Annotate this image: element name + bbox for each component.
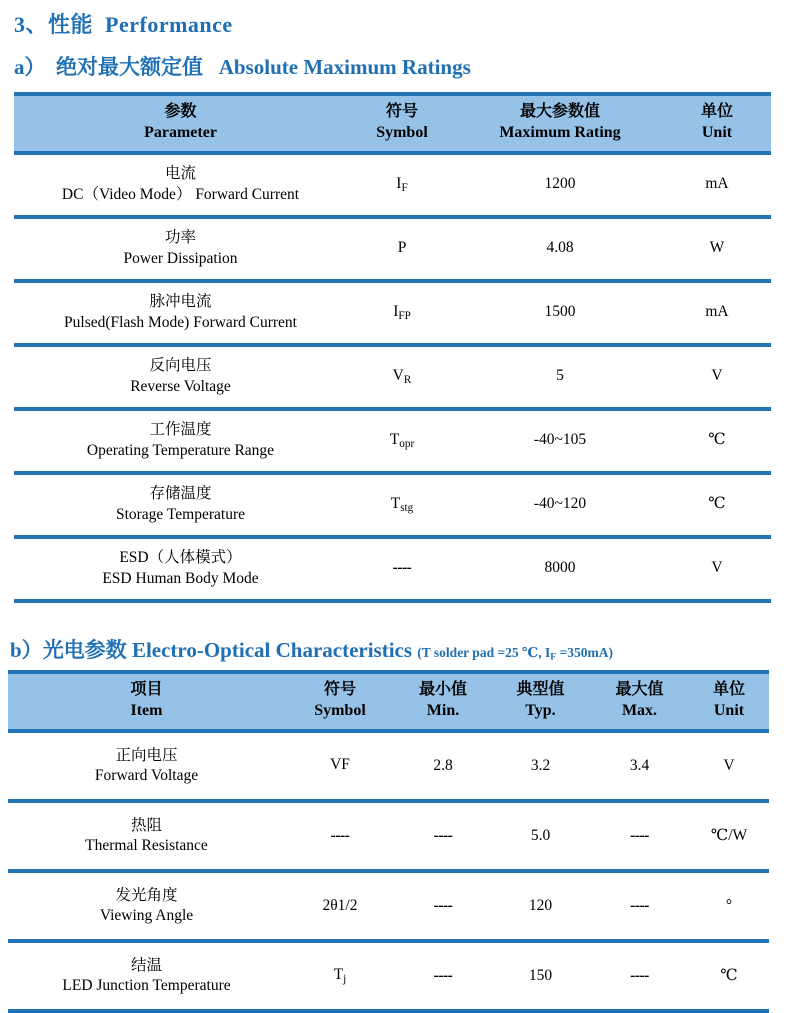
column-header-symbol-en: Symbol	[376, 123, 428, 141]
cell-item	[8, 941, 285, 1011]
subsection-a-heading	[0, 40, 803, 81]
cell-parameter-cn: 反向电压	[149, 357, 212, 375]
cell-parameter-cn: 电流	[164, 165, 196, 183]
cell-unit: V	[663, 537, 771, 601]
electro-optical-characteristics-table-wrapper	[0, 663, 803, 1013]
cell-parameter	[14, 345, 347, 409]
cell-parameter-cn: 工作温度	[149, 421, 212, 439]
cell-symbol	[285, 941, 395, 1011]
cell-max: 3.4	[590, 731, 689, 801]
symbol-subscript: j	[343, 973, 347, 986]
cell-typ: 5.0	[491, 801, 590, 871]
column-header-symbol-en: Symbol	[314, 702, 366, 720]
cell-parameter-en: DC（Video Mode） Forward Current	[61, 185, 300, 203]
cell-item-cn: 结温	[130, 956, 162, 974]
symbol-subscript: F	[401, 181, 408, 194]
cell-item	[8, 801, 285, 871]
cell-maximum-rating: 1200	[457, 153, 663, 217]
absolute-maximum-ratings-table	[14, 92, 771, 603]
cell-parameter-en: Storage Temperature	[115, 505, 246, 523]
column-header-symbol	[285, 672, 395, 731]
cell-parameter	[14, 217, 347, 281]
condition-post: =350mA)	[556, 644, 613, 660]
cell-typ: 150	[491, 941, 590, 1011]
cell-item-en: Forward Voltage	[94, 767, 199, 785]
symbol-base: T	[389, 430, 400, 448]
section-title-cn: 性能	[48, 12, 94, 37]
symbol-subscript: opr	[399, 437, 415, 450]
cell-max: ----	[590, 801, 689, 871]
column-header-unit	[689, 672, 769, 731]
cell-item-en: Viewing Angle	[99, 907, 194, 925]
column-header-parameter-en: Parameter	[144, 123, 217, 141]
cell-item-cn: 发光角度	[115, 886, 178, 904]
column-header-item-en: Item	[130, 702, 163, 720]
cell-unit: ℃	[689, 941, 769, 1011]
cell-symbol	[347, 409, 457, 473]
column-header-maximum-rating	[457, 94, 663, 153]
table-row	[14, 409, 771, 473]
column-header-unit-en: Unit	[713, 702, 745, 720]
symbol-base: T	[333, 966, 344, 984]
cell-min: 2.8	[395, 731, 491, 801]
symbol-base: V	[392, 366, 404, 384]
condition-pre: (T solder pad =25 ℃, I	[417, 644, 551, 660]
column-header-typ-en: Typ.	[525, 702, 556, 720]
subsection-b-heading	[0, 603, 803, 664]
cell-parameter-cn: 存储温度	[149, 485, 212, 503]
column-header-unit	[663, 94, 771, 153]
cell-parameter-cn: 功率	[164, 229, 196, 247]
symbol-base: I	[396, 174, 402, 192]
table-row	[14, 281, 771, 345]
subsection-b-condition	[417, 644, 613, 663]
table-row	[8, 871, 769, 941]
cell-unit: mA	[663, 281, 771, 345]
cell-symbol	[347, 217, 457, 281]
column-header-maximum-rating-en: Maximum Rating	[499, 123, 621, 141]
cell-unit: mA	[663, 153, 771, 217]
cell-symbol: ----	[285, 801, 395, 871]
cell-maximum-rating: -40~120	[457, 473, 663, 537]
cell-parameter-en: Pulsed(Flash Mode) Forward Current	[64, 313, 297, 331]
column-header-item	[8, 672, 285, 731]
cell-unit: V	[663, 345, 771, 409]
column-header-maximum-rating-cn: 最大参数值	[519, 102, 600, 120]
cell-item	[8, 871, 285, 941]
column-header-symbol-cn: 符号	[385, 102, 418, 120]
cell-item	[8, 731, 285, 801]
cell-maximum-rating: 4.08	[457, 217, 663, 281]
column-header-min	[395, 672, 491, 731]
section-title-en: Performance	[105, 12, 233, 37]
table-row	[14, 153, 771, 217]
cell-symbol: 2θ1/2	[285, 871, 395, 941]
cell-unit: ℃	[663, 409, 771, 473]
absolute-maximum-ratings-table-wrapper	[0, 81, 803, 603]
column-header-parameter-cn: 参数	[164, 102, 197, 120]
table-header	[14, 94, 771, 153]
cell-maximum-rating: 5	[457, 345, 663, 409]
column-header-typ-cn: 典型值	[516, 681, 565, 699]
cell-typ: 120	[491, 871, 590, 941]
cell-parameter-cn: 脉冲电流	[149, 293, 212, 311]
table-row	[14, 217, 771, 281]
column-header-unit-cn: 单位	[712, 681, 745, 699]
cell-parameter-en: Reverse Voltage	[130, 377, 231, 395]
cell-item-cn: 正向电压	[115, 746, 178, 764]
cell-parameter	[14, 281, 347, 345]
cell-symbol: ----	[347, 537, 457, 601]
cell-symbol	[347, 281, 457, 345]
cell-min: ----	[395, 871, 491, 941]
cell-parameter	[14, 473, 347, 537]
subsection-a-marker: a）	[14, 54, 46, 79]
subsection-b-title-en: Electro-Optical Characteristics	[131, 637, 413, 662]
electro-optical-characteristics-table	[8, 670, 769, 1013]
table-row	[14, 345, 771, 409]
cell-parameter-cn: ESD（人体模式）	[119, 549, 242, 567]
column-header-symbol-cn: 符号	[323, 681, 356, 699]
cell-parameter-en: Operating Temperature Range	[86, 441, 275, 459]
cell-max: ----	[590, 871, 689, 941]
cell-min: ----	[395, 941, 491, 1011]
condition-subscript: F	[550, 651, 557, 663]
cell-unit: ℃/W	[689, 801, 769, 871]
cell-item-cn: 热阻	[130, 816, 162, 834]
subsection-a-title-en: Absolute Maximum Ratings	[218, 54, 471, 79]
cell-symbol	[347, 153, 457, 217]
table-body	[14, 153, 771, 601]
symbol-subscript: FP	[398, 309, 411, 322]
cell-item-en: LED Junction Temperature	[62, 977, 231, 995]
table-row	[8, 941, 769, 1011]
page-title	[0, 0, 803, 40]
symbol-subscript: stg	[400, 501, 414, 514]
symbol-base: T	[390, 494, 401, 512]
cell-max: ----	[590, 941, 689, 1011]
cell-item-en: Thermal Resistance	[85, 837, 208, 855]
cell-parameter-en: Power Dissipation	[123, 249, 238, 267]
column-header-parameter	[14, 94, 347, 153]
table-header-row	[14, 94, 771, 153]
column-header-unit-en: Unit	[701, 123, 733, 141]
column-header-min-cn: 最小值	[418, 681, 467, 699]
column-header-max-cn: 最大值	[615, 681, 664, 699]
cell-parameter	[14, 537, 347, 601]
cell-min: ----	[395, 801, 491, 871]
column-header-typ	[491, 672, 590, 731]
cell-parameter	[14, 409, 347, 473]
table-body	[8, 731, 769, 1011]
table-row	[8, 801, 769, 871]
cell-unit: W	[663, 217, 771, 281]
table-row	[14, 473, 771, 537]
cell-unit: V	[689, 731, 769, 801]
subsection-a-title-cn: 绝对最大额定值	[56, 54, 203, 79]
column-header-min-en: Min.	[426, 702, 460, 720]
cell-parameter-en: ESD Human Body Mode	[102, 569, 259, 587]
cell-parameter	[14, 153, 347, 217]
symbol-base: P	[397, 238, 407, 256]
symbol-base: I	[393, 302, 399, 320]
section-number: 3、	[14, 12, 49, 37]
subsection-b-title-cn: 光电参数	[42, 637, 127, 662]
table-row	[14, 537, 771, 601]
cell-maximum-rating: -40~105	[457, 409, 663, 473]
cell-typ: 3.2	[491, 731, 590, 801]
cell-maximum-rating: 8000	[457, 537, 663, 601]
symbol-base: VF	[330, 756, 350, 774]
table-row	[8, 731, 769, 801]
cell-symbol	[285, 731, 395, 801]
cell-unit: °	[689, 871, 769, 941]
column-header-max-en: Max.	[621, 702, 658, 720]
column-header-item-cn: 项目	[130, 681, 163, 699]
symbol-subscript: R	[403, 373, 412, 386]
table-header	[8, 672, 769, 731]
column-header-symbol	[347, 94, 457, 153]
column-header-max	[590, 672, 689, 731]
cell-symbol	[347, 345, 457, 409]
cell-unit: ℃	[663, 473, 771, 537]
cell-maximum-rating: 1500	[457, 281, 663, 345]
column-header-unit-cn: 单位	[700, 102, 733, 120]
subsection-b-marker: b）	[10, 637, 43, 662]
cell-symbol	[347, 473, 457, 537]
table-header-row	[8, 672, 769, 731]
